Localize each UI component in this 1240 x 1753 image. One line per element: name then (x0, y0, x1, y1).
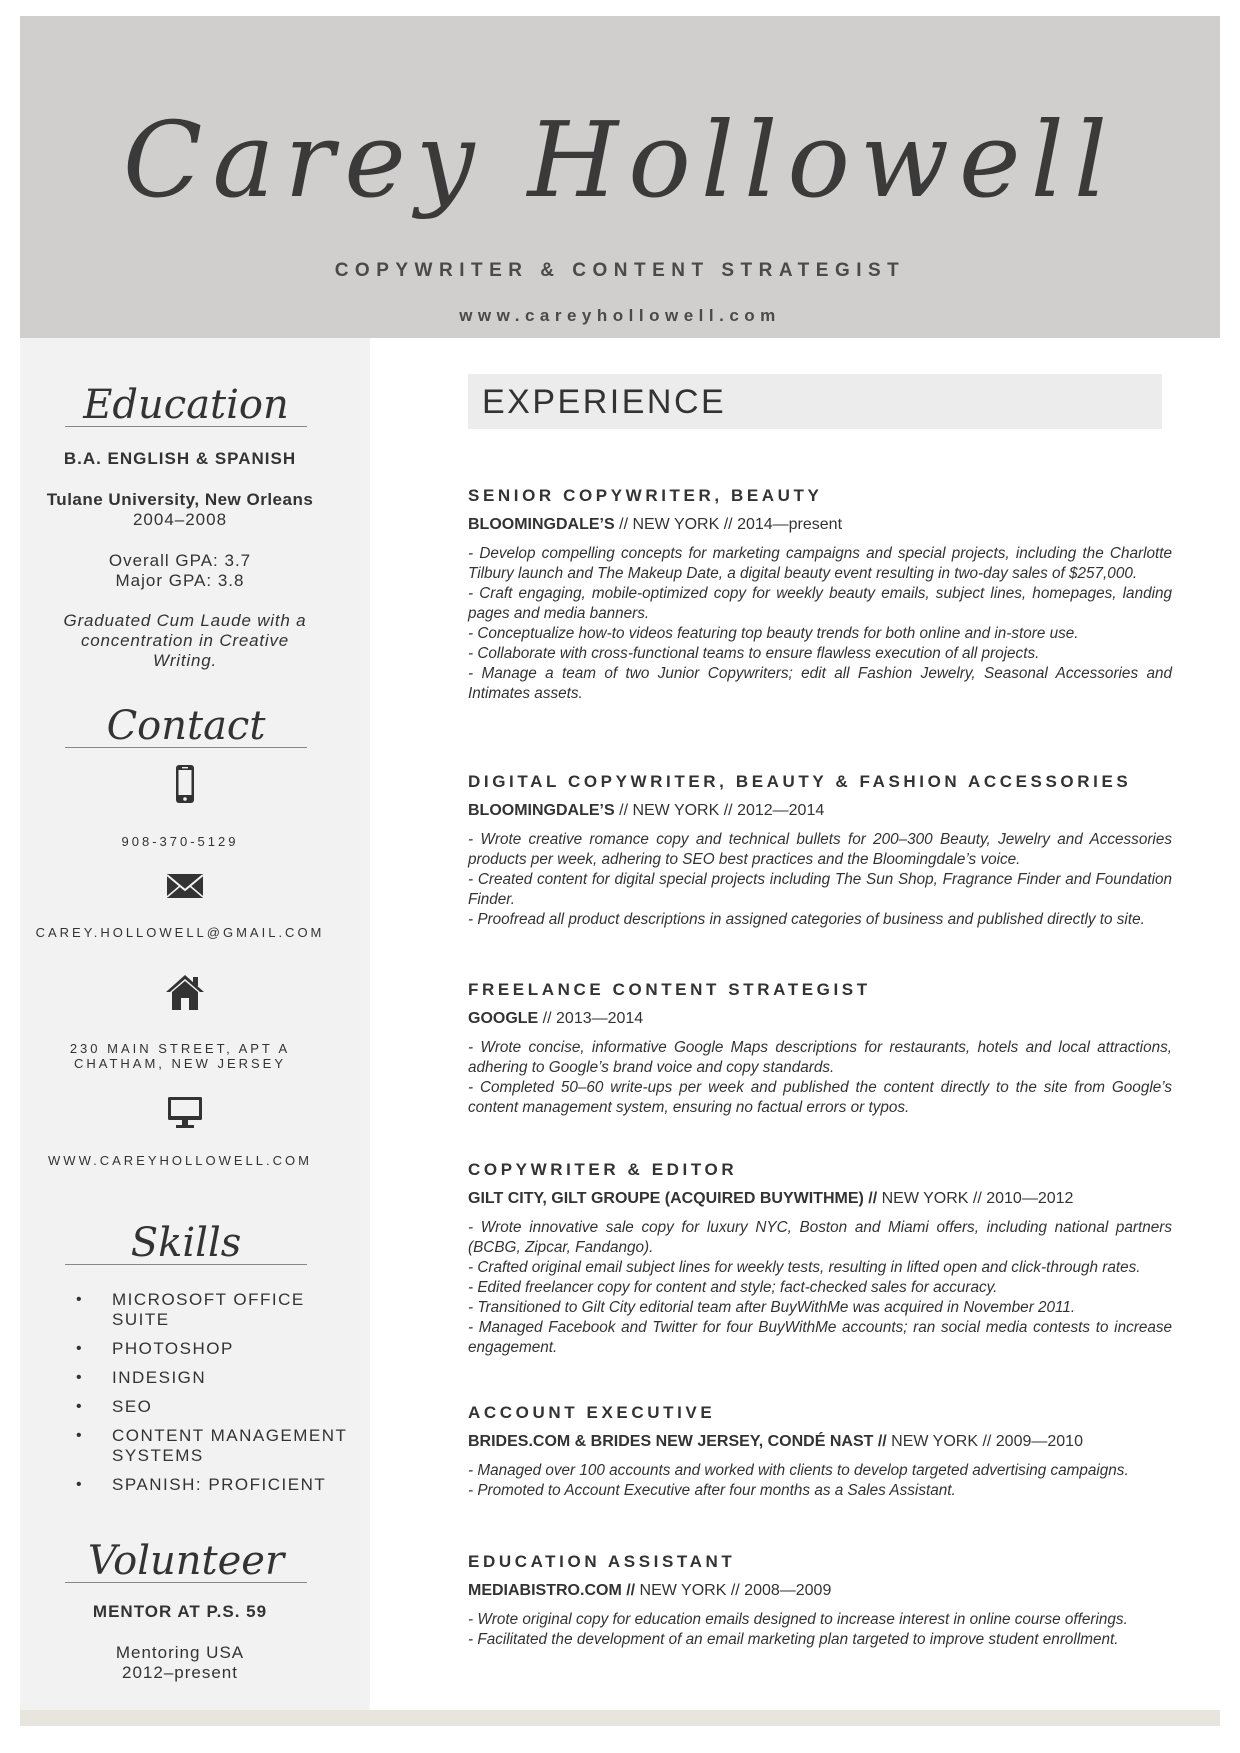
job-bullet: - Transitioned to Gilt City editorial team after BuyWithMe was acquired in November 2011. (468, 1299, 1076, 1316)
job-bullet: - Craft engaging, mobile-optimized copy for weekly beauty emails, subject lines, homepages, landing pages and media banners. (468, 585, 1172, 622)
contact-email[interactable]: CAREY.HOLLOWELL@GMAIL.COM (35, 925, 325, 940)
job-title: SENIOR COPYWRITER, BEAUTY (468, 486, 823, 505)
skill-item: • SPANISH: PROFICIENT (70, 1475, 350, 1495)
volunteer-org: Mentoring USA (115, 1643, 245, 1662)
job-entry (468, 486, 1172, 704)
job-bullet: - Managed Facebook and Twitter for four BuyWithMe accounts; ran social media contests to increase engagement. (468, 1319, 1172, 1356)
job-title: COPYWRITER & EDITOR (468, 1160, 738, 1179)
sidebar (20, 338, 370, 1710)
education-heading: Education (65, 384, 307, 427)
job-details: NEW YORK // 2010—2012 (877, 1190, 1074, 1207)
job-bullet: - Promoted to Account Executive after four months as a Sales Assistant. (468, 1482, 956, 1499)
volunteer-role: MENTOR AT P.S. 59 (92, 1602, 268, 1621)
skill-item: • PHOTOSHOP (70, 1339, 350, 1359)
experience-heading: EXPERIENCE (482, 383, 727, 421)
job-bullet: - Crafted original email subject lines for weekly tests, resulting in lifted open and click-through rates. (468, 1259, 1141, 1276)
header-website[interactable]: www.careyhollowell.com (459, 306, 781, 325)
job-meta (468, 1582, 1172, 1600)
skills-heading: Skills (65, 1222, 307, 1265)
job-title: EDUCATION ASSISTANT (468, 1552, 736, 1571)
home-icon (165, 972, 205, 1012)
job-bullet: - Manage a team of two Junior Copywriters; edit all Fashion Jewelry, Seasonal Accessories and Intimates assets. (468, 665, 1172, 702)
job-company: BLOOMINGDALE’S (468, 516, 615, 533)
overall-gpa: Overall GPA: 3.7 (108, 551, 252, 570)
job-bullet: - Wrote concise, informative Google Maps descriptions for restaurants, hotels and local attractions, adhering to Google’s brand voice and copy standards. (468, 1039, 1172, 1076)
job-title: FREELANCE CONTENT STRATEGIST (468, 980, 871, 999)
monitor-icon (165, 1092, 205, 1132)
header-banner (20, 16, 1220, 338)
major-gpa: Major GPA: 3.8 (115, 571, 245, 590)
phone-icon (165, 764, 205, 804)
job-details: // 2013—2014 (538, 1010, 644, 1027)
address-line2: CHATHAM, NEW JERSEY (73, 1056, 287, 1071)
envelope-icon (165, 866, 205, 906)
job-company: BRIDES.COM & BRIDES NEW JERSEY, CONDÉ NAST // (468, 1433, 887, 1450)
job-bullet: - Managed over 100 accounts and worked with clients to develop targeted advertising campaigns. (468, 1462, 1129, 1479)
experience-heading-box (468, 374, 1162, 429)
job-details: // NEW YORK // 2014—present (614, 516, 843, 533)
job-bullet: - Edited freelancer copy for content and style; fact-checked sales for accuracy. (468, 1279, 998, 1296)
job-entry (468, 1552, 1172, 1650)
job-title: ACCOUNT EXECUTIVE (468, 1403, 716, 1422)
job-details: NEW YORK // 2009—2010 (886, 1433, 1083, 1450)
job-meta (468, 1433, 1172, 1451)
job-bullet: - Wrote original copy for education emails designed to increase interest in online course offerings. (468, 1611, 1128, 1628)
job-details: // NEW YORK // 2012—2014 (614, 802, 825, 819)
job-bullet: - Wrote innovative sale copy for luxury NYC, Boston and Miami offers, including national partners (BCBG, Zipcar, Fandango). (468, 1219, 1172, 1256)
job-meta (468, 516, 1172, 534)
job-details: NEW YORK // 2008—2009 (635, 1582, 832, 1599)
job-meta (468, 802, 1172, 820)
job-bullet: - Completed 50–60 write-ups per week and published the content directly to the site from Google’s content management system, ensuring no factual errors or typos. (468, 1079, 1172, 1116)
skill-item: • MICROSOFT OFFICE SUITE (70, 1290, 350, 1330)
education-degree: B.A. ENGLISH & SPANISH (63, 449, 297, 468)
contact-website[interactable]: WWW.CAREYHOLLOWELL.COM (48, 1153, 312, 1168)
skill-item: • SEO (70, 1397, 350, 1417)
job-bullet: - Wrote creative romance copy and technical bullets for 200–300 Beauty, Jewelry and Accessories products per week, adhering to SEO best practices and the Bloomingdale’s voice. (468, 831, 1172, 868)
job-bullet: - Facilitated the development of an email marketing plan targeted to improve student enrollment. (468, 1631, 1119, 1648)
job-bullets (468, 1461, 1172, 1501)
contact-phone[interactable]: 908-370-5129 (121, 834, 239, 849)
job-company: GOOGLE (468, 1010, 539, 1027)
job-bullet: - Conceptualize how-to videos featuring top beauty trends for both online and in-store use. (468, 625, 1079, 642)
job-bullets (468, 1218, 1172, 1358)
job-meta (468, 1190, 1172, 1208)
job-title: DIGITAL COPYWRITER, BEAUTY & FASHION ACCESSORIES (468, 772, 1132, 791)
job-bullet: - Proofread all product descriptions in assigned categories of business and published directly to site. (468, 911, 1145, 928)
job-entry (468, 1160, 1172, 1358)
job-meta (468, 1010, 1172, 1028)
skill-item: • INDESIGN (70, 1368, 350, 1388)
education-years: 2004–2008 (132, 510, 228, 529)
job-bullet: - Created content for digital special projects including The Sun Shop, Fragrance Finder and Foundation Finder. (468, 871, 1172, 908)
job-bullet: - Collaborate with cross-functional teams to ensure flawless execution of all projects. (468, 645, 1040, 662)
job-bullets (468, 1038, 1172, 1118)
resume-name: Carey Hollowell (122, 99, 1118, 221)
address-line1: 230 MAIN STREET, APT A (69, 1041, 291, 1056)
job-company: BLOOMINGDALE’S (468, 802, 615, 819)
footer-bar (20, 1710, 1220, 1726)
skills-list (70, 1290, 350, 1504)
job-entry (468, 980, 1172, 1118)
job-bullets (468, 1610, 1172, 1650)
education-honors: Graduated Cum Laude with a concentration in Creative Writing. (63, 611, 307, 670)
job-entry (468, 1403, 1172, 1501)
skill-item: • CONTENT MANAGEMENT SYSTEMS (70, 1426, 350, 1466)
education-school: Tulane University, New Orleans (46, 490, 314, 509)
job-headline: COPYWRITER & CONTENT STRATEGIST (334, 260, 906, 281)
contact-heading: Contact (65, 705, 307, 748)
volunteer-years: 2012–present (122, 1663, 238, 1682)
job-bullet: - Develop compelling concepts for marketing campaigns and special projects, including the Charlotte Tilbury launch and The Makeup Date, a digital beauty event resulting in two-day sales of $257,000. (468, 545, 1172, 582)
job-bullets (468, 830, 1172, 930)
job-bullets (468, 544, 1172, 704)
job-company: MEDIABISTRO.COM // (468, 1582, 636, 1599)
job-entry (468, 772, 1172, 930)
volunteer-heading: Volunteer (65, 1540, 307, 1583)
job-company: GILT CITY, GILT GROUPE (ACQUIRED BUYWITHME) // (468, 1190, 878, 1207)
